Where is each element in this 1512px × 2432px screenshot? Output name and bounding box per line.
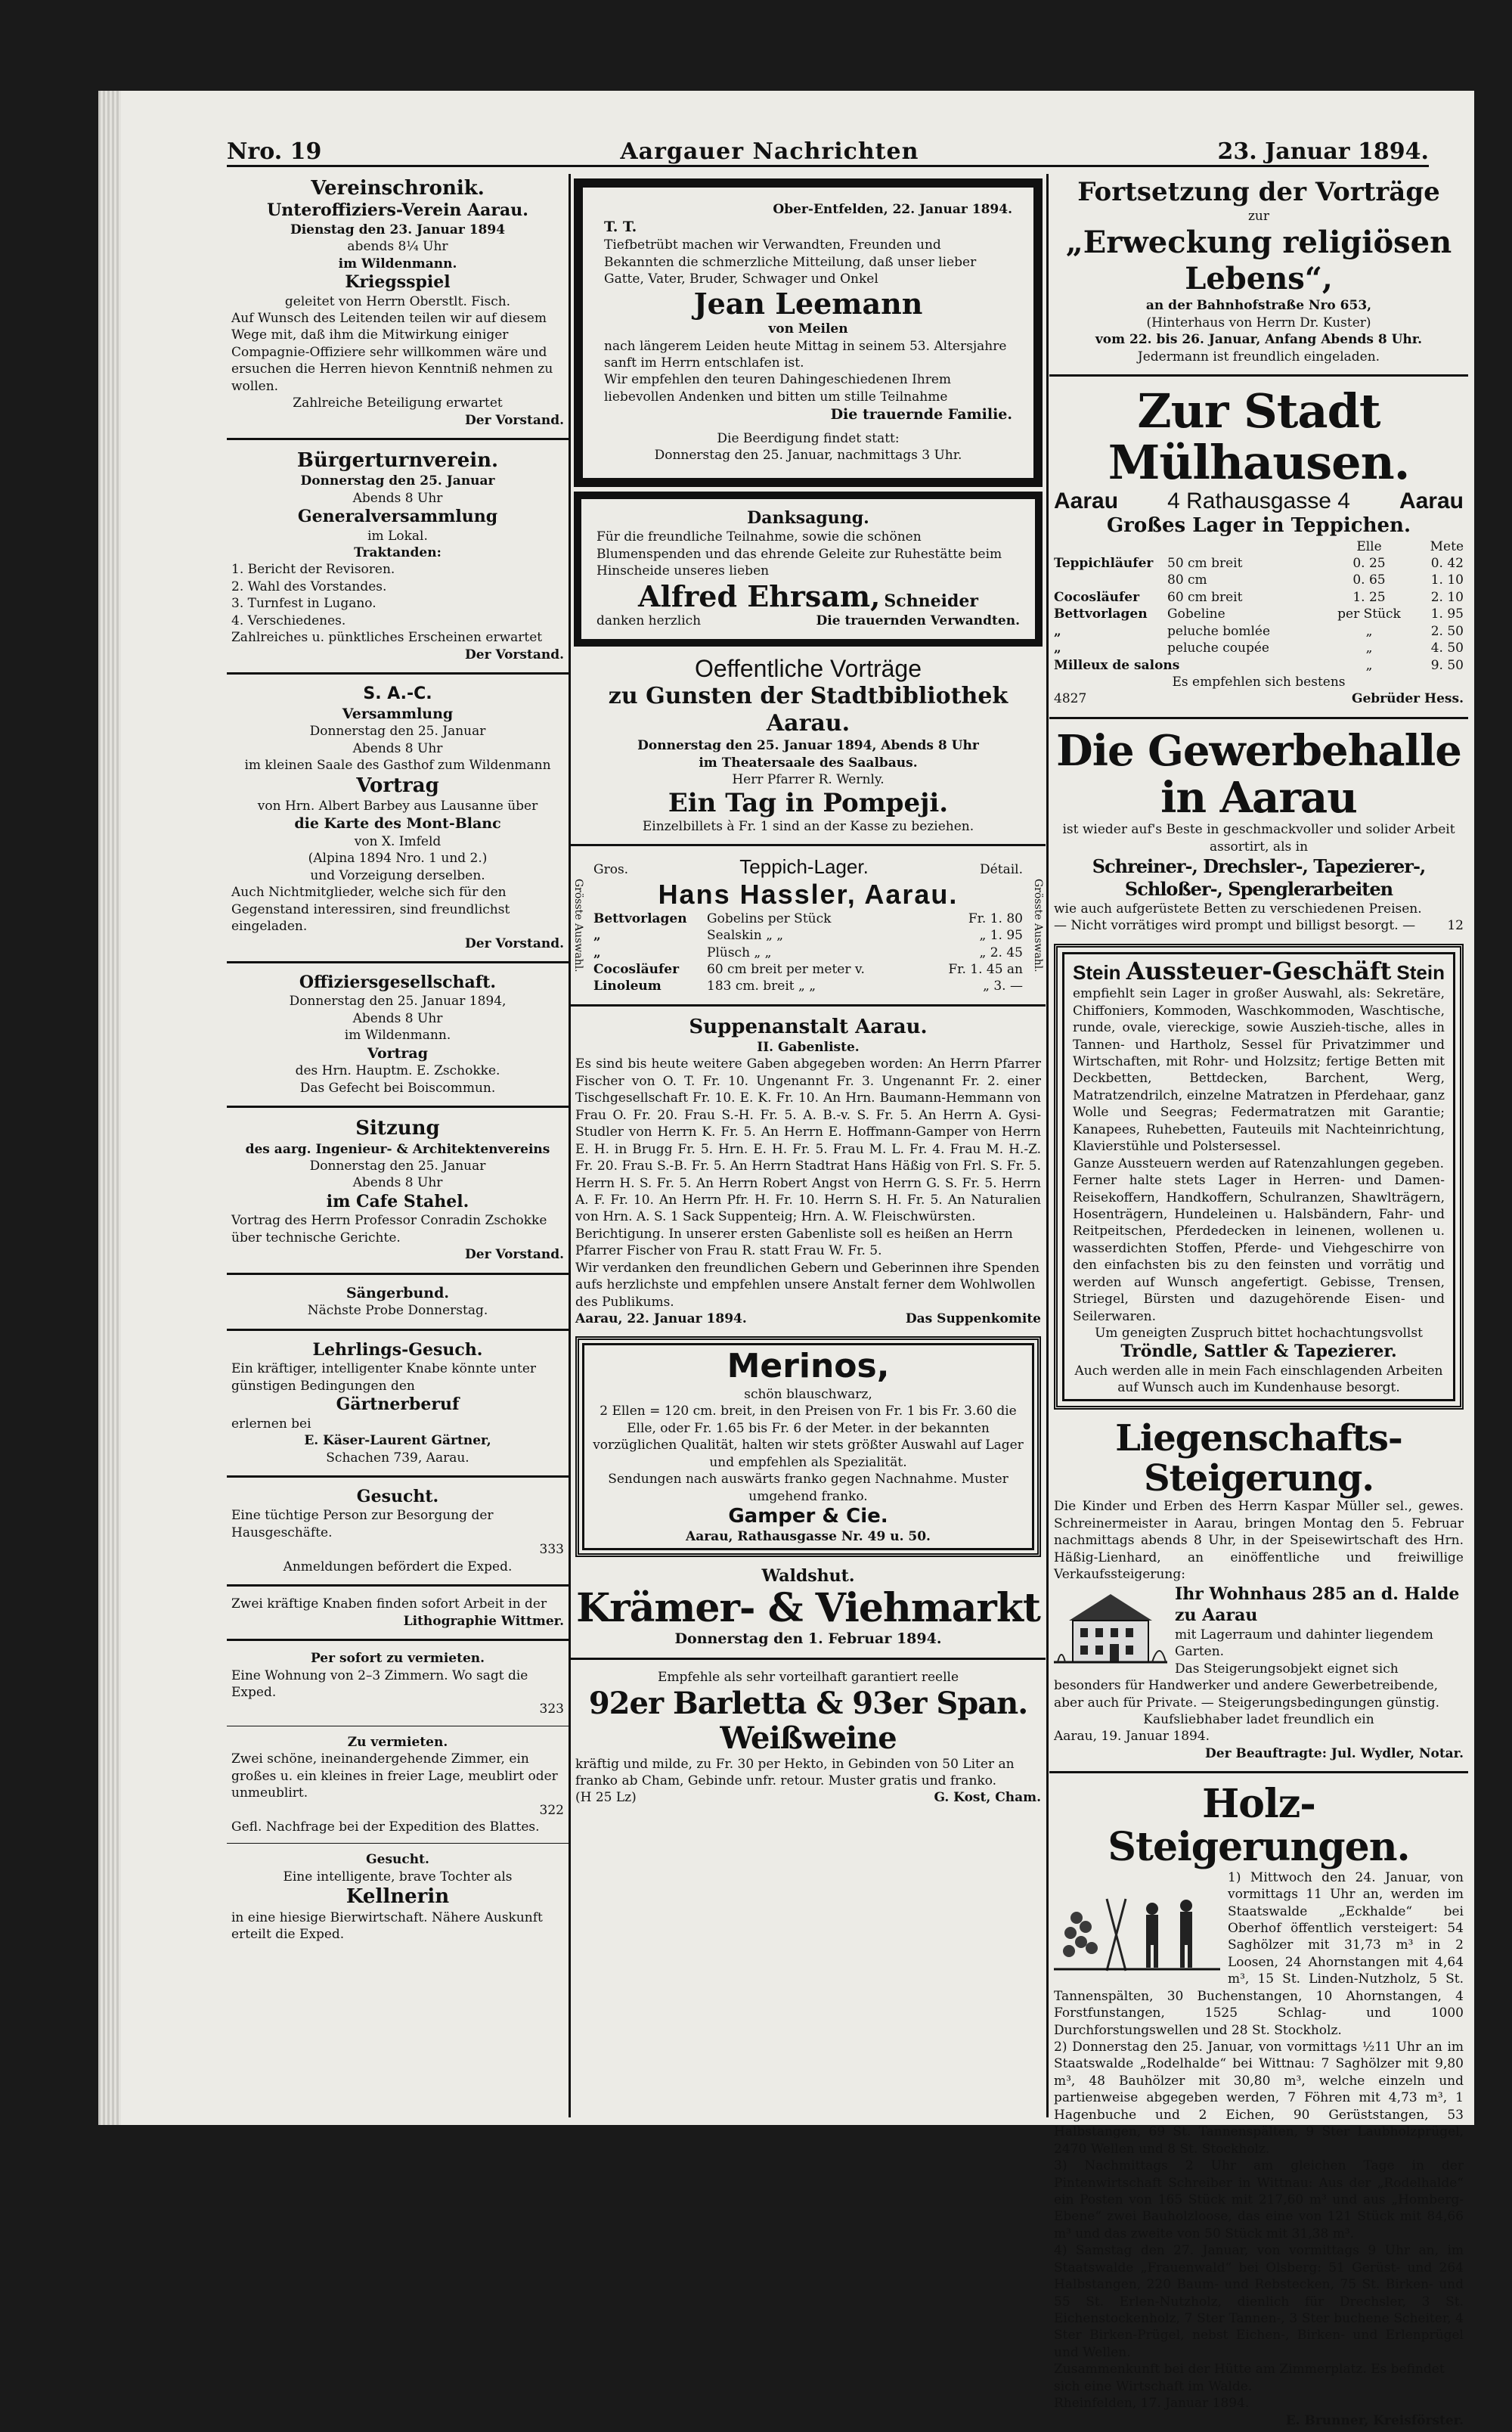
auction-item: 1) Mittwoch den 24. Januar, von vormittags 11 Uhr an, werden im Staatswalde „Eckhalde“ bei Oberhof öffentlich versteigert: 54 Saghölzer mit 31,73 m³ in 2 Loosen, 24 Ahornstangen mit 4,64 m³, 15 St. Linden-Nutzholz, 5 St. Tannenspälten, 30 Buchenstangen, 10 Ahornstangen, 4 Forstfunstangen, 1525 Schlag- und 1000 Durchforstungswellen und 28 St. Stockholz. [1054,1869,1464,2038]
notice-initials: T. T. [604,219,637,236]
notice-place-date: Ober-Entfelden, 22. Januar 1894. [773,202,1012,217]
ad-body: Die Kinder und Erben des Herrn Kaspar Müller sel., gewes. Schreinermeister in Aarau, bringen Montag den 5. Februar nachmittags abends 8 Uhr, in der Speisewirtschaft des Hrn. Häßig-Lienhard, an einöffentliche und freiwillige Verkaufssteigerung: [1054,1499,1464,1583]
notice-signature: Der Vorstand. [465,647,564,662]
notice-body: Für die freundliche Teilnahme, sowie die schönen Blumenspenden und das ehrende Geleite zur Ruhestätte beim Hinscheide unseres lieben [596,529,1002,579]
price-desc: 183 cm. breit „ „ [707,979,816,994]
ad-body: Um geneigten Zuspruch bittet hochachtungsvollst [1095,1326,1423,1341]
ad-title: Oeffentliche Vorträge [694,654,922,682]
soup-kitchen-notice [571,1013,1046,1331]
ad-footer: Einzelbillets à Fr. 1 sind an der Kasse zu beziehen. [642,818,974,834]
ad-side-text: Grösste Auswahl. [572,878,584,972]
page-edge [98,91,121,2125]
agenda-item: 4. Verschiedenes. [231,613,346,628]
price-value: 1. 10 [1430,572,1464,588]
price-value: 2. 50 [1430,623,1464,639]
ad-code: (H 25 Lz) [575,1790,637,1806]
agenda-item: 3. Turnfest in Lugano. [231,596,376,612]
ad-body: empfiehlt sein Lager in großer Auswahl, als: Sekretäre, Chiffoniers, Kommoden, Waschkommoden, Waschtische, runde, ovale, viereckige, sowie Auszieh-tische, alles in Tannen- und Hartholz, Sessel für Privatzimmer und Wirtschaften, mit Rohr- und Holzsitz; fertige Betten mit Deckbetten, Bettdecken, Barchent, Werg, Matratzendrilch, einzelne Matratzen in Pferdehaar, ganz Wolle und Seegras; Federmatratzen mit Garantie; Kanapees, Ruhebetten, Fauteuils mit Nachteinrichtung, Klavierstühle und Polstersessel. [1073,986,1445,1155]
ad-title: Aussteuer-Geschäft [1126,956,1392,985]
ad-job: Kellnerin [345,1885,450,1909]
ad-subtitle: schön blauschwarz, [744,1387,872,1403]
ad-host: (Hinterhaus von Herrn Dr. Kuster) [1146,315,1371,330]
ad-town: Aarau [1399,489,1464,514]
ad-name: Stein [1073,960,1121,984]
ad-signature: Der Beauftragte: Jul. Wydler, Notar. [1205,1745,1464,1761]
notice-signature: Der Vorstand. [465,412,564,428]
agenda-heading: Traktanden: [354,545,442,560]
agenda-item: 2. Wahl des Vorstandes. [231,579,387,594]
trade-hall-ad [1049,725,1468,938]
price-value: 9. 50 [1430,657,1464,673]
ad-title: Merinos, [727,1347,890,1386]
carpet-shop-ad [1049,383,1468,711]
ad-body: Sendungen nach auswärts franko gegen Nachnahme. Muster umgehend franko. [608,1472,1009,1504]
ad-body: Zwei kräftige Knaben finden sofort Arbeit in der [231,1596,547,1612]
ad-footer: Zusammenkunft bei der Hütte am Zimmerplatz. Es befindet sich eine Wirtschaft im Walde. [1054,2362,1445,2394]
apprentice-ad [227,1337,569,1469]
ad-address: 4 Rathausgasse 4 [1167,489,1350,514]
auction-object: Ihr Wohnhaus 285 an d. Halde zu Aarau [1175,1584,1460,1626]
price-desc: Gobelins per Stück [707,910,832,926]
auction-item: 4) Samstag den 27. Januar, von vormittags 9 Uhr an, im Staatswalde „Frauenwald“ bei Olsberg: 51 Gerüst- und 264 Halbstangen, 220 Baum- und Rebstecken, 75 St. Birken- und 55 St. Erlen-Nutzholz, dienlich für Drechsler, 3 St. Eichenstockenholz, 7 Ster Tannen-, 3 Ster buchene Scheiter, 4 Ster Birken-Prügel, nebst Eichen-, Birken- und Erlenprügel und Wellen. [1054,2243,1464,2360]
ad-subtitle: zu Gunsten der Stadtbibliothek Aarau. [608,683,1009,737]
death-notice [574,178,1043,487]
notice-title: Bürgerturnverein. [296,449,499,472]
ad-title: Fortsetzung der Vorträge [1077,177,1440,207]
ad-title: Gesucht. [366,1852,429,1868]
ad-date: Donnerstag den 1. Februar 1894. [674,1630,942,1648]
notice-date: Donnerstag den 25. Januar 1894, [289,994,507,1010]
ad-title: Per sofort zu vermieten. [310,1651,485,1667]
price-value: „ [1365,641,1373,656]
notice-correction: Berichtigung. In unserer ersten Gabenliste soll es heißen an Herrn Pfarrer Fischer von Frau R. statt Frau W. Fr. 5. [575,1226,1013,1259]
notice-time: Abends 8 Uhr [352,490,443,506]
rent-ad-2 [227,1731,569,1839]
notice-event: Generalversammlung [297,507,498,527]
notice-speaker: des Hrn. Hauptm. E. Zschokke. [295,1063,500,1079]
rent-ad [227,1647,569,1721]
notice-topic: Kriegsspiel [345,272,451,292]
ad-label: Détail. [980,862,1023,878]
notice-signature: Das Suppenkomite [905,1311,1041,1326]
ad-connector: zur [1247,208,1270,224]
ad-number: 333 [539,1542,564,1558]
ad-place: Waldshut. [761,1565,855,1586]
price-table [1054,538,1464,675]
notice-event: Versammlung [342,705,454,722]
masthead [227,121,1429,167]
price-desc: 80 cm [1167,572,1207,588]
ad-body: Ferner halte stets Lager in Herren- und Damen-Reisekoffern, Handkoffern, Schulranzen, Shawlträgern, Hosenträgern, Hundeleinen u. Halsbändern, Fahr- und Reitpeitschen, Pferdedecken in leinenen, wollenen u. wasserdichten Stoffen, Pferde- und Viehgeschirre von den einfachsten bis zu den feinsten und vorrätig und werden auf Wunsch angefertigt. Gebisse, Trensen, Striegel, Bürsten und dazugehörende Eisen- und Seilerwaren. [1073,1173,1445,1324]
thanks-text: danken herzlich [596,613,702,629]
ad-body: erlernen bei [231,1416,311,1432]
ad-town: Aarau [1054,489,1119,514]
price-item: Milleux de salons [1054,657,1180,673]
ad-footer: in eine hiesige Bierwirtschaft. Nähere Auskunft erteilt die Exped. [231,1909,543,1942]
section-title: Vereinschronik. [311,177,485,200]
notice-footer: Zahlreiche Beteiligung erwartet [293,396,503,411]
merinos-ad [575,1336,1041,1556]
agenda-item: 1. Bericht der Revisoren. [231,562,395,578]
ad-side-text: Grösste Auswahl. [1032,878,1044,972]
notice-place: im Lokal. [367,528,428,544]
ad-signature: Gebrüder Hess. [1351,691,1464,707]
ad-number: 323 [539,1701,564,1717]
notice-signature: Der Vorstand. [465,935,564,951]
price-value: „ [1365,623,1373,639]
notice-footer: Zahlreiches u. pünktliches Erscheinen erwartet [231,630,543,646]
notice-place: im Cafe Stahel. [326,1191,469,1211]
notice-time: Abends 8 Uhr [352,740,443,756]
price-desc: Gobeline [1167,606,1225,622]
thanks-notice [574,492,1043,647]
price-item: „ [1054,623,1061,639]
notice-time: Abends 8 Uhr [352,1175,443,1191]
lecture-ad [571,651,1046,838]
ad-body: Ganze Aussteuern werden auf Ratenzahlungen gegeben. [1074,1156,1444,1171]
furniture-ad [1054,944,1464,1410]
ad-signature: E. Brunner, Kreisförster. [1285,2412,1464,2428]
price-item: „ [593,928,601,944]
price-item: Cocosläufer [1054,589,1140,605]
notice-title: Suppenanstalt Aarau. [689,1015,928,1038]
ad-speaker: Herr Pfarrer R. Wernly. [732,772,885,788]
price-item: „ [593,945,601,960]
ad-number: 12 [1447,918,1464,934]
notice-date: Donnerstag den 25. Januar [300,473,495,489]
column-rule [1046,174,1049,2117]
price-item: Cocosläufer [593,961,680,977]
price-value: Fr. 1. 45 an [948,961,1023,977]
ad-title: Holz-Steigerungen. [1108,1781,1410,1871]
notice-body: Nächste Probe Donnerstag. [307,1303,488,1319]
notice-title: Unteroffiziers-Verein Aarau. [267,200,528,221]
ad-body: Zwei schöne, ineinandergehende Zimmer, ein großes u. ein kleines in freier Lage, meublirt oder unmeublirt. [231,1751,558,1801]
property-auction [1049,1416,1468,1765]
notice-time: Abends 8 Uhr [352,1010,443,1026]
price-value: 1. 25 [1352,589,1386,605]
burial-date: Donnerstag den 25. Januar, nachmittags 3 Uhr. [654,448,962,464]
ad-subtitle: Großes Lager in Teppichen. [1106,514,1411,538]
notice-topic-author: von X. Imfeld [354,833,442,849]
price-value: „ [1365,657,1373,673]
price-table [593,910,1023,995]
price-value: „ 2. 45 [979,945,1023,960]
notice-signature: Der Vorstand. [465,1247,564,1263]
ad-body: kräftig und milde, zu Fr. 30 per Hekto, in Gebinden von 50 Liter an franko ab Cham, Gebinde unfr. retour. Muster gratis und franko. [575,1756,1015,1788]
notice-time: abends 8¼ Uhr [347,239,448,255]
ad-date: vom 22. bis 26. Januar, Anfang Abends 8 Uhr. [1095,332,1423,348]
carpet-ad [571,852,1046,998]
woodcutters-engraving-icon [1054,1872,1220,1978]
ad-body: Eine tüchtige Person zur Besorgung der Hausgeschäfte. [231,1508,494,1540]
ad-signature: E. Käser-Laurent Gärtner, [304,1433,491,1449]
deceased-origin: von Meilen [768,321,848,337]
notice-topic: Das Gefecht bei Boiscommun. [299,1080,496,1096]
ad-place: im Theatersaale des Saalbaus. [699,755,918,771]
notice-subtitle: II. Gabenliste. [757,1040,860,1055]
ad-address: Aarau, Rathausgasse Nr. 49 u. 50. [686,1529,931,1545]
price-desc: 60 cm breit per meter v. [707,961,865,977]
notice-organisation: des aarg. Ingenieur- & Architektenvereins [245,1141,550,1157]
notice-title: Offiziersgesellschaft. [299,972,497,992]
notice-place: im Wildenmann. [338,256,457,271]
price-value: per Stück [1337,606,1401,622]
house-engraving-icon [1054,1587,1167,1670]
paper-title: Aargauer Nachrichten [620,138,919,165]
price-value: 0. 25 [1352,555,1386,571]
notice-body: Auf Wunsch des Leitenden teilen wir auf diesem Wege mit, daß ihm die Mitwirkung einiger Compagnie-Offiziere sehr willkommen wäre und ersuchen die Herren hievon Kenntniß nehmen zu wollen. [231,310,553,394]
price-value: 4. 50 [1430,641,1464,656]
lecture-series-ad [1049,174,1468,368]
ad-intro: Empfehle als sehr vorteilhaft garantiert reelle [657,1670,959,1686]
price-desc: peluche coupée [1167,641,1269,656]
notice-body: Wir empfehlen den teuren Dahingeschiedenen Ihrem liebevollen Andenken und bitten um stille Teilnahme [604,372,952,405]
auction-item: 2) Donnerstag den 25. Januar, von vormittags ½11 Uhr an im Staatswalde „Rodelhalde“ bei Wittnau: 7 Saghölzer mit 9,80 m³, 48 Bauhölzer mit 30,80 m³, welche einzeln und partienweise abgegeben werden, 7 Föhren mit 4,73 m³, 1 Hagenbuche und 2 Eichen, 90 Gerüststangen, 53 Halbstangen, 69 St. Tannenspälten, 9 Ster Laubholzprügel, 2470 Wellen und 8 St. Stockholz. [1054,2040,1464,2157]
ad-number: 4827 [1054,691,1087,707]
ad-body: Eine intelligente, brave Tochter als [283,1869,513,1884]
notice-reference: (Alpina 1894 Nro. 1 und 2.) [308,851,488,867]
ad-footer: Auch werden alle in mein Fach einschlagenden Arbeiten auf Wunsch auch im Kundenhause besorgt. [1074,1363,1443,1396]
officers-notice [227,969,569,1100]
ad-signature: Tröndle, Sattler & Tapezierer. [1120,1342,1397,1362]
notice-place: im kleinen Saale des Gasthof zum Wildenmann [244,758,551,774]
ad-body: Kaufsliebhaber ladet freundlich ein [1143,1711,1374,1727]
ad-title: Zu vermieten. [347,1734,448,1750]
notice-body: nach längerem Leiden heute Mittag in seinem 53. Altersjahre sanft im Herrn entschlafen ist. [604,338,1007,371]
ad-body: Ein kräftiger, intelligenter Knabe könnte unter günstigen Bedingungen den [231,1361,537,1394]
ad-title: 92er Barletta & 93er Span. Weißweine [588,1685,1028,1756]
ad-title: Zur Stadt Mülhausen. [1108,383,1410,491]
notice-signature: Die trauernde Familie. [830,406,1012,423]
notice-title: Sitzung [355,1117,440,1140]
ad-title: Krämer- & Viehmarkt [576,1585,1040,1632]
ad-footer: Anmeldungen befördert die Exped. [283,1559,513,1574]
ad-address: Schachen 739, Aarau. [326,1450,469,1466]
price-value: 0. 42 [1430,555,1464,571]
ad-name: Stein [1396,960,1445,984]
notice-signature: Die trauernden Verwandten. [816,613,1020,629]
price-value: 2. 10 [1430,589,1464,605]
deceased-name: Jean Leemann [693,287,923,321]
ad-firm: Hans Hassler, Aarau. [658,879,959,910]
price-value: 1. 95 [1430,606,1464,622]
ad-title: Teppich-Lager. [739,855,869,879]
notice-body: Tiefbetrübt machen wir Verwandten, Freunden und Bekannten die schmerzliche Mitteilung, daß unser lieber Gatte, Vater, Bruder, Schwager und Onkel [604,237,977,287]
price-value: 0. 65 [1352,572,1386,588]
notice-topic-heading: Vortrag [367,1044,429,1062]
ad-firm: Gamper & Cie. [728,1505,888,1528]
ad-job: Gärtnerberuf [336,1394,460,1415]
uov-notice [227,174,569,432]
wood-auction [1049,1779,1468,2432]
deceased-name: Alfred Ehrsam, [637,579,881,613]
market-ad [571,1563,1046,1652]
notice-title: Sängerbund. [345,1284,450,1301]
choir-notice [227,1281,569,1323]
ad-place: an der Bahnhofstraße Nro 653, [1145,298,1372,314]
ad-title: Gesucht. [356,1486,439,1506]
notice-body: Vortrag des Herrn Professor Conradin Zschokke über technische Gerichte. [231,1213,547,1245]
ad-body: Das Steigerungsobjekt eignet sich besonders für Handwerker und andere Gewerbetreibende, aber auch für Private. — Steigerungsbedingungen günstig. [1054,1661,1440,1711]
auction-object-detail: mit Lagerraum und dahinter liegendem Garten. [1175,1627,1433,1660]
ad-date: Donnerstag den 25. Januar 1894, Abends 8 Uhr [637,738,979,754]
ad-body: ist wieder auf's Beste in geschmackvoller und solider Arbeit assortirt, als in [1062,822,1455,855]
engineers-notice [227,1114,569,1266]
notice-date: Aarau, 22. Januar 1894. [575,1311,747,1326]
price-desc: peluche bomlée [1167,623,1271,639]
price-value: „ 3. — [983,979,1023,994]
newspaper-page [98,91,1474,2428]
notice-topic: die Karte des Mont-Blanc [294,815,501,833]
notice-title: Danksagung. [747,507,869,528]
price-item: Teppichläufer [1054,555,1154,571]
notice-body: Wir verdanken den freundlichen Gebern und Geberinnen ihre Spenden aufs herzlichste und empfehlen unsere Anstalt ferner dem Wohlwollen des Publikums. [575,1260,1040,1310]
notice-body: Es sind bis heute weitere Gaben abgegeben worden: An Herrn Pfarrer Fischer von O. T. Fr. 10. Ungenannt Fr. 3. Ungenannt Fr. 2. einer Tischgesellschaft Fr. 10. E. K. Fr. 10. An Hrn. Baumann-Hemmann von Frau O. Fr. 20. Frau S.-H. Fr. 5. A. B.-v. S. Fr. 5. An Herrn A. Gysi-Studler von Herrn K. Fr. 5. An Herrn E. Hoffmann-Gamper von Herrn E. H. in Brugg Fr. 5. Hrn. E. H. Fr. 5. Frau M. L. Fr. 4. Frau M. H.-Z. Fr. 20. Frau S.-B. Fr. 5. An Herrn Stadtrat Hans Häßig von Frl. S. Fr. 5. Herrn H. S. Fr. 5. An Herrn Robert Angst von Herrn G. S. Fr. 5. Herrn A. F. Fr. 10. An Herrn Pfr. H. Fr. 10. Herrn S. H. Fr. 5. An Naturalien von Hrn. A. S. 1 Sack Suppenteig; Hrn. A. W. Fleischwürsten. [575,1056,1041,1225]
price-column-header: Elle [1356,538,1382,554]
price-item: Linoleum [593,979,662,994]
ad-footer: Gefl. Nachfrage bei der Expedition des Blattes. [231,1819,540,1835]
ad-body: Eine Wohnung von 2–3 Zimmern. Wo sagt die Exped. [231,1667,528,1700]
ad-footer: Es empfehlen sich bestens [1172,675,1346,690]
notice-date: Dienstag den 23. Januar 1894 [290,222,506,237]
issue-number: Nro. 19 [227,138,322,165]
notice-speaker: von Hrn. Albert Barbey aus Lausanne über [257,798,538,814]
column-middle [571,174,1046,2117]
ad-label: Gros. [593,862,629,878]
ad-title: Liegenschafts-Steigerung. [1115,1416,1402,1500]
ad-body: wie auch aufgerüstete Betten zu verschiedenen Preisen. [1054,901,1422,917]
ad-footer: — Nicht vorrätiges wird prompt und billigst besorgt. — [1054,918,1416,934]
litho-ad [227,1593,569,1633]
ad-body: 2 Ellen = 120 cm. breit, in den Preisen von Fr. 1 bis Fr. 3.60 die Elle, oder Fr. 1.65 bis Fr. 6 der Meter. in der bekannten vorzüglichen Qualität, halten wir stets größter Auswahl auf Lager und empfehlen als Spezialität. [593,1404,1024,1470]
notice-date: Donnerstag den 25. Januar [309,1158,486,1174]
notice-date: Donnerstag den 25. Januar [309,724,486,740]
price-desc: 60 cm breit [1167,589,1243,605]
column-right [1049,174,1468,2428]
notice-lead: geleitet von Herrn Oberstlt. Fisch. [284,293,511,309]
notice-place: im Wildenmann. [344,1028,451,1044]
sac-notice [227,681,569,955]
ad-trades: Schreiner-, Drechsler-, Tapezierer-, Schloßer-, Spenglerarbeiten [1092,855,1426,900]
issue-date: 23. Januar 1894. [1217,138,1429,165]
price-item: Bettvorlagen [1054,606,1148,622]
price-item [1054,572,1167,588]
price-column-header: Mete [1430,538,1464,554]
burial-heading: Die Beerdigung findet statt: [717,431,900,446]
ad-title: Die Gewerbehalle in Aarau [1056,725,1461,823]
ad-number: 322 [539,1802,564,1818]
price-desc: 50 cm breit [1167,555,1243,571]
auction-item: 3) Nachmittags 2 Uhr am gleichen Tage in der Pintenwirtschaft Schreiber in Wittnau: Aus der „Rodelhalde“ ein Posten von 165 Stück mit 217,60 m³ und aus „Homberg-Ebene“ zwei Bauholzloose, das eine von 121 Stück mit 84,66 m³ und das zweite von 50 Stück mit 31,38 m³. [1054,2158,1464,2241]
ad-footer: Jedermann ist freundlich eingeladen. [1137,349,1380,364]
notice-reference: und Vorzeigung derselben. [310,867,485,883]
btv-notice [227,446,569,666]
ad-title: Lehrlings-Gesuch. [312,1339,483,1360]
notice-topic-heading: Vortrag [356,774,439,797]
ad-signature: Lithographie Wittmer. [403,1613,564,1629]
notice-body: Auch Nichtmitglieder, welche sich für den Gegenstand interessiren, sind freundlichst eingeladen. [231,885,510,935]
price-item: Bettvorlagen [593,910,687,926]
wanted-ad [227,1484,569,1578]
ad-topic: Ein Tag in Pompeji. [668,787,949,818]
deceased-job: Schneider [884,591,979,611]
ad-date: Aarau, 19. Januar 1894. [1054,1729,1210,1745]
ad-signature: G. Kost, Cham. [934,1790,1041,1806]
wine-ad [571,1666,1046,1810]
price-value: „ 1. 95 [979,928,1023,944]
price-item: „ [1054,641,1061,656]
ad-subtitle: „Erweckung religiösen Lebens“, [1065,225,1452,297]
waitress-ad [227,1848,569,1946]
ad-date: Rheinfelden, 17. Januar 1894. [1054,2396,1250,2412]
price-value: Fr. 1. 80 [968,910,1023,926]
price-desc: Plüsch „ „ [707,945,772,960]
notice-title: S. A.-C. [363,684,432,704]
column-left [227,174,569,2117]
price-desc [1167,657,1328,674]
price-desc: Sealskin „ „ [707,928,784,944]
